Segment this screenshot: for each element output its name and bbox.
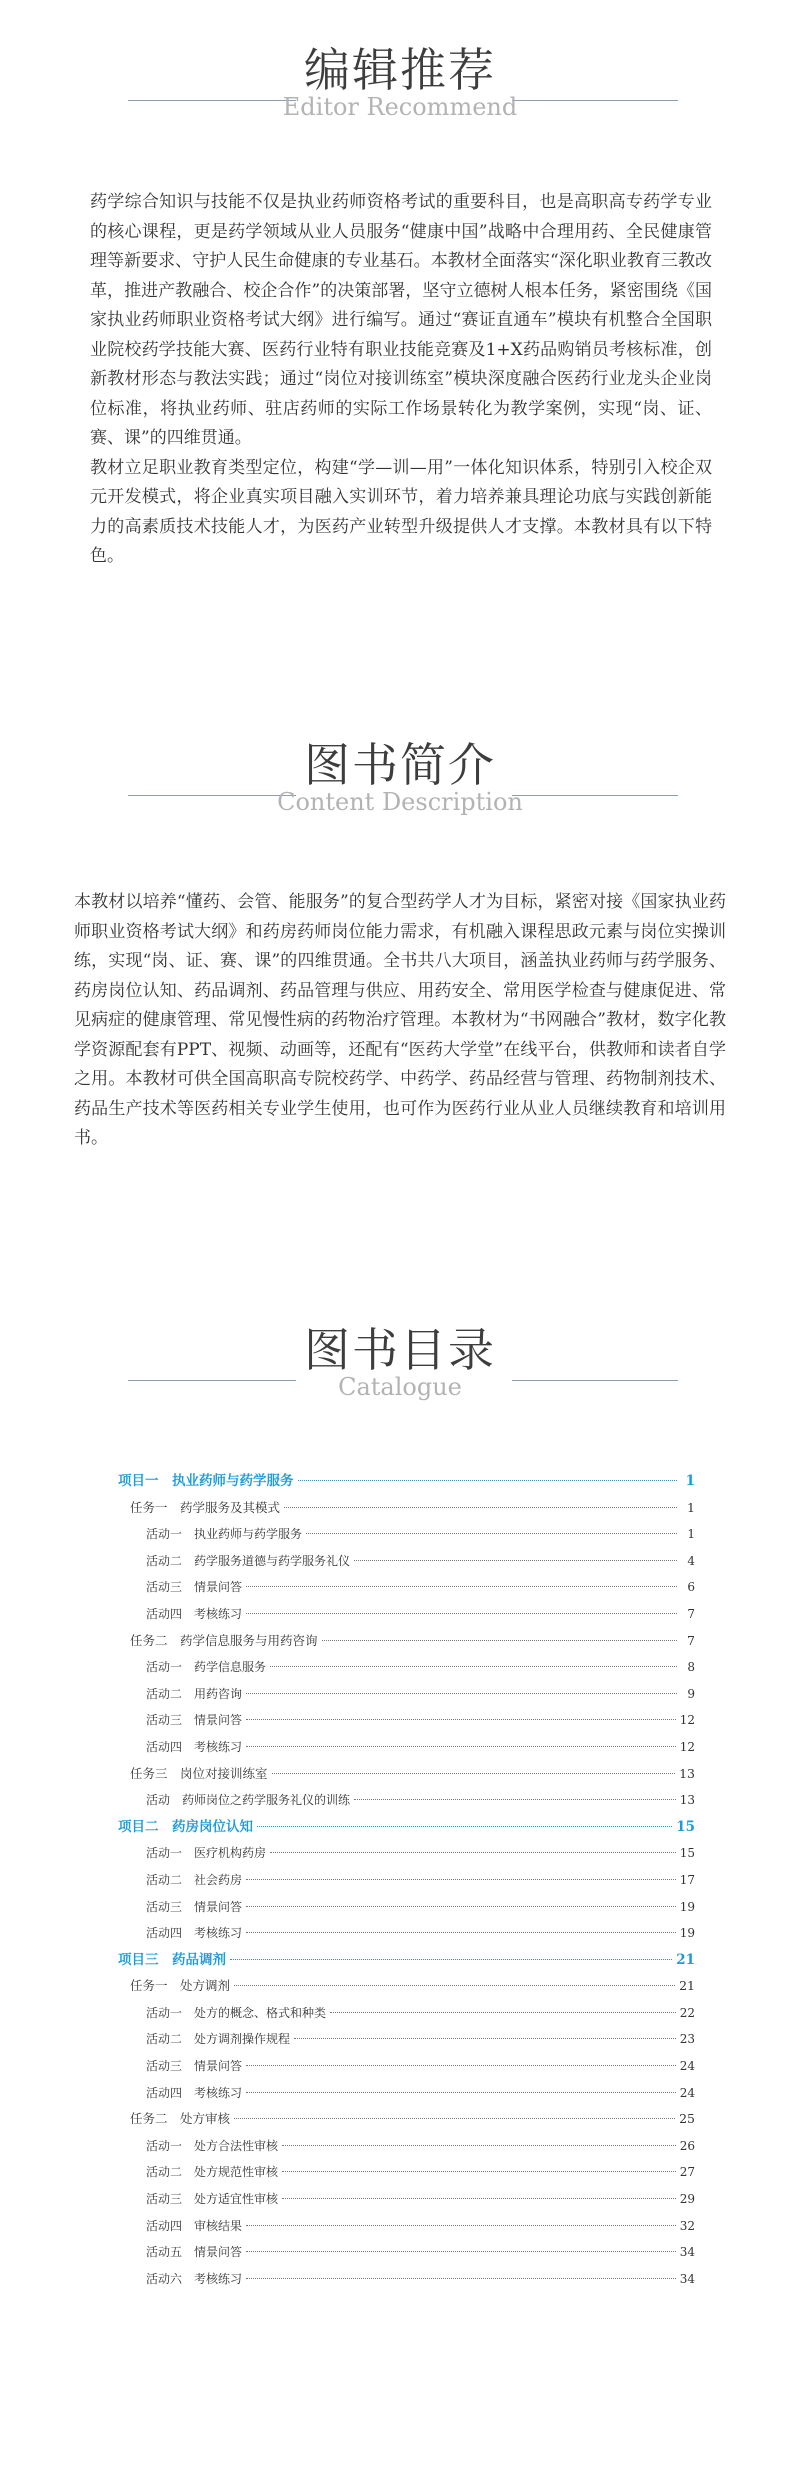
- toc-entry-label: 活动三 情景问答: [146, 1713, 243, 1728]
- toc-leader-dots: [234, 2118, 675, 2119]
- toc-entry-label: 项目三 药品调剂: [118, 1951, 226, 1968]
- toc-entry-label: 活动一 执业药师与药学服务: [146, 1527, 303, 1542]
- toc-leader-dots: [246, 2065, 676, 2066]
- toc-entry-label: 活动三 情景问答: [146, 2059, 243, 2074]
- toc-entry-page: 26: [679, 2138, 695, 2153]
- toc-entry-label: 项目二 药房岗位认知: [118, 1818, 253, 1835]
- editor-paragraph: 教材立足职业教育类型定位，构建“学—训—用”一体化知识体系，特别引入校企双元开发模式，将企业真实项目融入实训环节，着力培养兼具理论功底与实践创新能力的高素质技术技能人才，为医药产业转型升级提供人才支撑。本教材具有以下特色。: [90, 457, 712, 566]
- toc-activity-entry[interactable]: [118, 2213, 695, 2240]
- toc-entry-page: 34: [679, 2245, 695, 2260]
- toc-entry-label: 活动三 情景问答: [146, 1580, 243, 1595]
- toc-activity-entry[interactable]: [118, 1601, 695, 1628]
- toc-leader-dots: [246, 2278, 676, 2279]
- toc-entry-page: 34: [679, 2271, 695, 2286]
- toc-entry-page: 8: [687, 1660, 695, 1675]
- toc-entry-label: 活动二 用药咨询: [146, 1686, 243, 1701]
- toc-leader-dots: [246, 1746, 676, 1747]
- toc-entry-label: 任务三 岗位对接训练室: [130, 1765, 268, 1781]
- toc-leader-dots: [330, 2012, 676, 2013]
- toc-entry-label: 活动六 考核练习: [146, 2271, 243, 2286]
- toc-leader-dots: [246, 1613, 677, 1614]
- editor-title: 编辑推荐: [304, 43, 496, 97]
- toc-leader-dots: [246, 1586, 677, 1587]
- toc-activity-entry[interactable]: [118, 1521, 695, 1548]
- toc-activity-entry[interactable]: [118, 2026, 695, 2053]
- editor-subtitle: Editor Recommend: [282, 93, 518, 121]
- toc-entry-page: 17: [679, 1872, 695, 1887]
- toc-leader-dots: [298, 1480, 678, 1481]
- toc-entry-page: 24: [679, 2059, 695, 2074]
- toc-leader-dots: [282, 2145, 676, 2146]
- toc-entry-page: 24: [679, 2085, 695, 2100]
- toc-leader-dots: [272, 1773, 676, 1774]
- toc-leader-dots: [246, 1932, 676, 1933]
- toc-entry-page: 9: [687, 1686, 695, 1701]
- toc-entry-page: 7: [687, 1606, 695, 1621]
- toc-entry-page: 23: [679, 2032, 695, 2047]
- intro-subtitle: Content Description: [277, 788, 523, 816]
- toc-activity-entry[interactable]: [118, 1867, 695, 1894]
- editor-section-header: [0, 40, 800, 130]
- toc-entry-label: 活动四 考核练习: [146, 2085, 243, 2100]
- toc-task-entry[interactable]: [118, 1761, 695, 1788]
- catalogue-section-header: [0, 1320, 800, 1410]
- toc-entry-page: 15: [679, 1846, 695, 1861]
- toc-activity-entry[interactable]: [118, 1548, 695, 1575]
- toc-leader-dots: [270, 1852, 676, 1853]
- toc-activity-entry[interactable]: [118, 1734, 695, 1761]
- intro-title: 图书简介: [304, 738, 496, 792]
- toc-project-entry[interactable]: [118, 1814, 695, 1841]
- toc-leader-dots: [234, 1985, 675, 1986]
- toc-entry-page: 27: [679, 2165, 695, 2180]
- toc-entry-label: 任务二 处方审核: [130, 2111, 231, 2127]
- toc-activity-entry[interactable]: [118, 2080, 695, 2107]
- toc-entry-label: 活动四 审核结果: [146, 2218, 243, 2233]
- toc-entry-label: 活动一 药学信息服务: [146, 1660, 267, 1675]
- toc-entry-page: 6: [687, 1580, 695, 1595]
- toc-task-entry[interactable]: [118, 1495, 695, 1522]
- toc-entry-page: 1: [687, 1499, 695, 1515]
- toc-activity-entry[interactable]: [118, 1920, 695, 1947]
- toc-task-entry[interactable]: [118, 2106, 695, 2133]
- toc-project-entry[interactable]: [118, 1468, 695, 1495]
- toc-entry-page: 12: [679, 1739, 695, 1754]
- toc-activity-entry[interactable]: [118, 1574, 695, 1601]
- toc-task-entry[interactable]: [118, 1973, 695, 2000]
- toc-entry-page: 7: [687, 1632, 695, 1648]
- toc-entry-label: 活动一 医疗机构药房: [146, 1846, 267, 1861]
- toc-leader-dots: [282, 2198, 676, 2199]
- toc-entry-page: 19: [679, 1926, 695, 1941]
- toc-leader-dots: [246, 2251, 676, 2252]
- toc-activity-entry[interactable]: [118, 1840, 695, 1867]
- toc-entry-page: 29: [679, 2192, 695, 2207]
- toc-entry-label: 活动四 考核练习: [146, 1606, 243, 1621]
- toc-entry-label: 活动一 处方合法性审核: [146, 2138, 279, 2153]
- toc-entry-page: 19: [679, 1899, 695, 1914]
- toc-entry-label: 活动二 处方调剂操作规程: [146, 2032, 291, 2047]
- toc-leader-dots: [354, 1799, 676, 1800]
- toc-activity-entry[interactable]: [118, 1707, 695, 1734]
- toc-leader-dots: [354, 1560, 677, 1561]
- toc-entry-label: 任务一 药学服务及其模式: [130, 1499, 281, 1515]
- toc-entry-label: 任务一 处方调剂: [130, 1978, 231, 1994]
- intro-section-header: [0, 735, 800, 825]
- toc-entry-page: 22: [679, 2005, 695, 2020]
- toc-activity-entry[interactable]: [118, 2159, 695, 2186]
- toc-leader-dots: [306, 1533, 677, 1534]
- catalogue-subtitle: Catalogue: [338, 1373, 462, 1401]
- toc-entry-page: 13: [679, 1765, 695, 1781]
- toc-entry-page: 25: [679, 2111, 695, 2127]
- toc-activity-entry[interactable]: [118, 2053, 695, 2080]
- toc-leader-dots: [246, 1693, 677, 1694]
- toc-entry-page: 4: [687, 1553, 695, 1568]
- toc-entry-label: 活动四 考核练习: [146, 1739, 243, 1754]
- toc-entry-label: 活动三 处方适宜性审核: [146, 2192, 279, 2207]
- intro-paragraph: 本教材以培养“懂药、会管、能服务”的复合型药学人才为目标，紧密对接《国家执业药师职业资格考试大纲》和药房药师岗位能力需求，有机融入课程思政元素与岗位实操训练，实现“岗、证、赛、课”的四维贯通。全书共八大项目，涵盖执业药师与药学服务、药房岗位认知、药品调剂、药品管理与供应、用药安全、常用医学检查与健康促进、常见病症的健康管理、常见慢性病的药物治疗管理。本教材为“书网融合”教材，数字化教学资源配套有PPT、视频、动画等，还配有“医药大学堂”在线平台，供教师和读者自学之用。本教材可供全国高职高专院校药学、中药学、药品经营与管理、药物制剂技术、药品生产技术等医药相关专业学生使用，也可作为医药行业从业人员继续教育和培训用书。: [74, 892, 726, 1148]
- toc-leader-dots: [230, 1959, 672, 1960]
- toc-entry-label: 活动二 处方规范性审核: [146, 2165, 279, 2180]
- toc-activity-entry[interactable]: [118, 1654, 695, 1681]
- toc-entry-page: 13: [679, 1793, 695, 1808]
- editor-body: [90, 188, 712, 572]
- toc-leader-dots: [294, 2038, 676, 2039]
- toc-activity-entry[interactable]: [118, 2133, 695, 2160]
- toc-entry-label: 项目一 执业药师与药学服务: [118, 1473, 294, 1489]
- toc-activity-entry[interactable]: [118, 1787, 695, 1814]
- toc-leader-dots: [246, 1879, 676, 1880]
- toc-activity-entry[interactable]: [118, 2266, 695, 2293]
- toc-entry-page: 15: [676, 1818, 695, 1835]
- toc-entry-page: 1: [685, 1473, 695, 1489]
- toc-leader-dots: [270, 1666, 677, 1667]
- toc-leader-dots: [257, 1826, 672, 1827]
- toc-entry-label: 活动四 考核练习: [146, 1926, 243, 1941]
- toc-activity-entry[interactable]: [118, 2186, 695, 2213]
- toc-leader-dots: [246, 2092, 676, 2093]
- editor-paragraph: 药学综合知识与技能不仅是执业药师资格考试的重要科目，也是高职高专药学专业的核心课程，更是药学领域从业人员服务“健康中国”战略中合理用药、全民健康管理等新要求、守护人民生命健康的专业基石。本教材全面落实“深化职业教育三教改革，推进产教融合、校企合作”的决策部署，坚守立德树人根本任务，紧密围绕《国家执业药师职业资格考试大纲》进行编写。通过“赛证直通车”模块有机整合全国职业院校药学技能大赛、医药行业特有职业技能竞赛及1+X药品购销员考核标准，创新教材形态与教法实践；通过“岗位对接训练室”模块深度融合医药行业龙头企业岗位标准，将执业药师、驻店药师的实际工作场景转化为教学案例，实现“岗、证、赛、课”的四维贯通。: [90, 192, 712, 448]
- toc-leader-dots: [284, 1507, 677, 1508]
- table-of-contents: [118, 1468, 695, 2292]
- toc-entry-page: 21: [676, 1951, 695, 1968]
- intro-body: [74, 888, 726, 1154]
- toc-task-entry[interactable]: [118, 1628, 695, 1655]
- toc-entry-page: 21: [679, 1978, 695, 1994]
- toc-project-entry[interactable]: [118, 1947, 695, 1974]
- toc-entry-label: 活动二 社会药房: [146, 1872, 243, 1887]
- toc-entry-label: 活动一 处方的概念、格式和种类: [146, 2005, 327, 2020]
- toc-entry-label: 活动五 情景问答: [146, 2245, 243, 2260]
- catalogue-title: 图书目录: [304, 1323, 496, 1377]
- toc-leader-dots: [246, 1906, 676, 1907]
- toc-entry-page: 32: [679, 2218, 695, 2233]
- toc-leader-dots: [246, 1719, 676, 1720]
- toc-activity-entry[interactable]: [118, 2000, 695, 2027]
- toc-entry-label: 任务二 药学信息服务与用药咨询: [130, 1632, 318, 1648]
- toc-leader-dots: [246, 2225, 676, 2226]
- toc-activity-entry[interactable]: [118, 2239, 695, 2266]
- toc-entry-page: 1: [687, 1527, 695, 1542]
- toc-activity-entry[interactable]: [118, 1894, 695, 1921]
- toc-entry-label: 活动 药师岗位之药学服务礼仪的训练: [146, 1793, 351, 1808]
- toc-leader-dots: [282, 2171, 676, 2172]
- toc-entry-page: 12: [679, 1713, 695, 1728]
- toc-entry-label: 活动二 药学服务道德与药学服务礼仪: [146, 1553, 351, 1568]
- toc-leader-dots: [322, 1640, 677, 1641]
- toc-entry-label: 活动三 情景问答: [146, 1899, 243, 1914]
- toc-activity-entry[interactable]: [118, 1681, 695, 1708]
